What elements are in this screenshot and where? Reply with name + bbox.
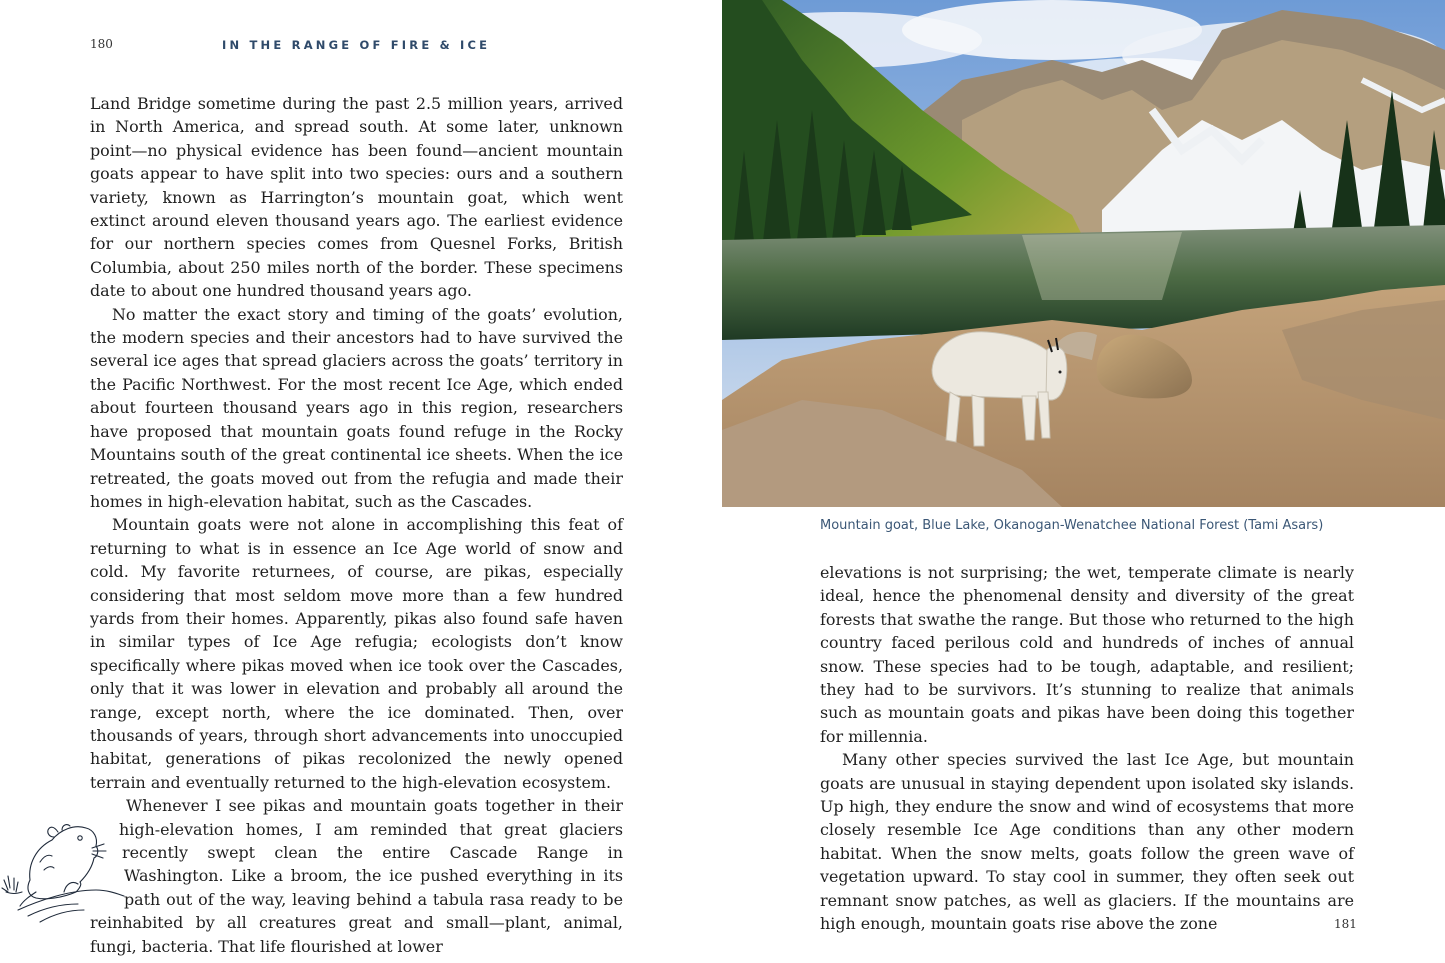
paragraph: Land Bridge sometime during the past 2.5 million years, arrived in North America, and spread south. At some later, unknown point—no physical evidence has been found—ancient mountain goats appear to have split into two species: ours and a southern variety, known as Harrington’s mountain goat, which went extinct around eleven thousand years ago. The earliest evidence for our northern species comes from Quesnel Forks, British Columbia, about 250 miles north of the border. These specimens date to about one hundred thousand years ago. — [90, 94, 623, 301]
paragraph: Mountain goats were not alone in accomplishing this feat of returning to what is in essence an Ice Age world of snow and cold. My favorite returnees, of course, are pikas, especially considering that most seldom move more than a few hundred yards from their homes. Apparently, pikas also found safe haven in similar types of Ice Age refugia; ecologists don’t know specifically where pikas moved when ice took over the Cascades, only that it was lower in elevation and probably all around the range, except north, where the ice dominated. Then, over thousands of years, through short advancements into unoccupied habitat, generations of pikas recolonized the newly opened terrain and eventually returned to the high-elevation ecosystem. — [90, 515, 623, 792]
page-number-right: 181 — [1334, 917, 1357, 931]
pika-line-drawing-icon — [0, 818, 125, 928]
paragraph: Whenever I see pikas and mountain goats together in their high-elevation homes, I am reminded that great glaciers recently swept clean the entire Cascade Range in Washington. Like a broom, the ice pushed everything in its path out of the way, leaving behind a tabula rasa ready to be reinhabited by all creatures great and small—plant, animal, fungi, bacteria. That life flourished at lower — [90, 796, 623, 956]
paragraph: elevations is not surprising; the wet, temperate climate is nearly ideal, hence the phenomenal density and diversity of the great forests that swathe the range. But those who returned to the high country faced perilous cold and hundreds of inches of annual snow. These species had to be tough, adaptable, and resilient; they had to be survivors. It’s stunning to realize that animals such as mountain goats and pikas have been doing this together for millennia. — [820, 563, 1354, 746]
running-head: IN THE RANGE OF FIRE & ICE — [222, 38, 491, 52]
paragraph: No matter the exact story and timing of the goats’ evolution, the modern species and their ancestors had to have survived the several ice ages that spread glaciers across the goats’ territory in the Pacific Northwest. For the most recent Ice Age, which ended about fourteen thousand years ago in this region, researchers have proposed that mountain goats found refuge in the Rocky Mountains south of the great continental ice sheets. When the ice retreated, the goats moved out from the refugia and made their homes in high-elevation habitat, such as the Cascades. — [90, 304, 623, 511]
page-number-left: 180 — [90, 37, 113, 51]
left-text-column — [90, 92, 623, 958]
wrapped-paragraph — [90, 794, 623, 958]
right-text-column — [820, 561, 1354, 936]
left-page — [0, 0, 722, 963]
right-page — [722, 0, 1445, 963]
mountain-goat-blue-lake-photo — [722, 0, 1445, 507]
paragraph: Many other species survived the last Ice Age, but mountain goats are unusual in staying dependent upon isolated sky islands. Up high, they endure the snow and wind of ecosystems that more closely resemble Ice Age conditions than any other modern habitat. When the snow melts, goats follow the green wave of vegetation upward. To stay cool in summer, they often seek out remnant snow patches, as well as glaciers. If the mountains are high enough, mountain goats rise above the zone — [820, 750, 1354, 934]
photo-caption: Mountain goat, Blue Lake, Okanogan-Wenatchee National Forest (Tami Asars) — [820, 518, 1324, 533]
